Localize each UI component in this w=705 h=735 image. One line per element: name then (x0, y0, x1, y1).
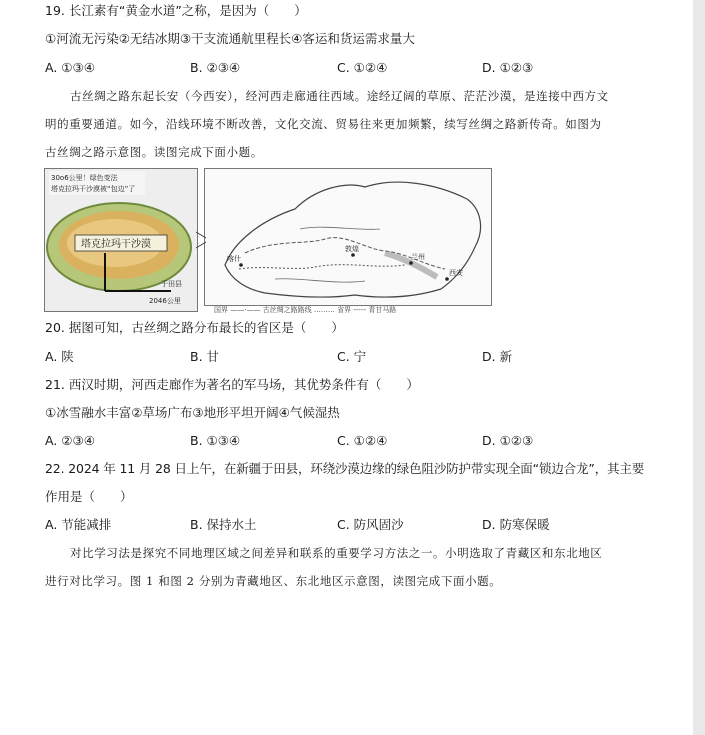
passage2-line2: 进行对比学习。图 1 和图 2 分别为青藏地区、东北地区示意图，读图完成下面小题。 (45, 574, 502, 588)
figure-inset-desert (44, 168, 198, 312)
inset-desert-label: 塔克拉玛干沙漠 (81, 239, 151, 250)
q20-option-c: C. 宁 (337, 349, 367, 364)
figure-silk-road-map (204, 168, 492, 306)
q21-stem: 21. 西汉时期，河西走廊作为著名的军马场，其优势条件有（ ） (45, 377, 419, 392)
passage1-line1: 古丝绸之路东起长安（今西安），经河西走廊通往西域。途经辽阔的草原、茫茫沙漠，是连接中西方文 (70, 89, 609, 103)
inset-distance-label: 2046公里 (149, 297, 181, 305)
q19-conditions: ①河流无污染②无结冰期③干支流通航里程长④客运和货运需求量大 (45, 31, 415, 46)
q19-option-c: C. ①②④ (337, 60, 388, 75)
q21-conditions: ①冰雪融水丰富②草场广布③地形平坦开阔④气候湿热 (45, 405, 340, 420)
q21-option-a: A. ②③④ (45, 433, 95, 448)
q20-option-a: A. 陕 (45, 349, 74, 364)
passage1-line3: 古丝绸之路示意图。读图完成下面小题。 (45, 145, 263, 159)
q19-option-b: B. ②③④ (190, 60, 241, 75)
q20-option-b: B. 甘 (190, 349, 220, 364)
q22-stem-line2: 作用是（ ） (45, 489, 133, 504)
q20-option-d: D. 新 (482, 349, 513, 364)
desert-inset-illustration (45, 169, 197, 311)
map-label-dunhuang: 敦煌 (345, 245, 359, 253)
inset-city-label: 于田县 (161, 280, 182, 288)
silk-road-map-illustration (205, 169, 491, 305)
map-label-lanzhou: 兰州 (411, 253, 425, 261)
q22-option-c: C. 防风固沙 (337, 517, 404, 532)
q22-stem-line1: 22. 2024 年 11 月 28 日上午，在新疆于田县，环绕沙漠边缘的绿色阻沙防护带实现全面“锁边合龙”，其主要 (45, 461, 645, 476)
inset-caption-1: 30o6公里！绿色变法 (51, 174, 118, 182)
map-label-kashgar: 喀什 (227, 255, 241, 263)
inset-caption-2: 塔克拉玛干沙漠被“包边”了 (51, 185, 136, 193)
page-right-margin (693, 0, 705, 735)
map-legend: 国界 ——·—— 古丝绸之路路线 ……… 省界 ----- 青甘马路 (214, 306, 397, 314)
q21-option-b: B. ①③④ (190, 433, 241, 448)
q20-stem: 20. 据图可知，古丝绸之路分布最长的省区是（ ） (45, 320, 344, 335)
map-label-xian: 西安 (449, 269, 463, 277)
q22-option-d: D. 防寒保暖 (482, 517, 550, 532)
q22-option-b: B. 保持水土 (190, 517, 257, 532)
q21-option-d: D. ①②③ (482, 433, 534, 448)
passage2-line1: 对比学习法是探究不同地理区域之间差异和联系的重要学习方法之一。小明选取了青藏区和东北地区 (70, 546, 603, 560)
passage1-line2: 明的重要通道。如今，沿线环境不断改善，文化交流、贸易往来更加频繁，续写丝绸之路新传奇。如图为 (45, 117, 602, 131)
q19-stem: 19. 长江素有“黄金水道”之称，是因为（ ） (45, 3, 307, 18)
q19-option-d: D. ①②③ (482, 60, 534, 75)
q19-option-a: A. ①③④ (45, 60, 95, 75)
inset-pointer-lines (196, 230, 206, 250)
q22-option-a: A. 节能减排 (45, 517, 112, 532)
q21-option-c: C. ①②④ (337, 433, 388, 448)
